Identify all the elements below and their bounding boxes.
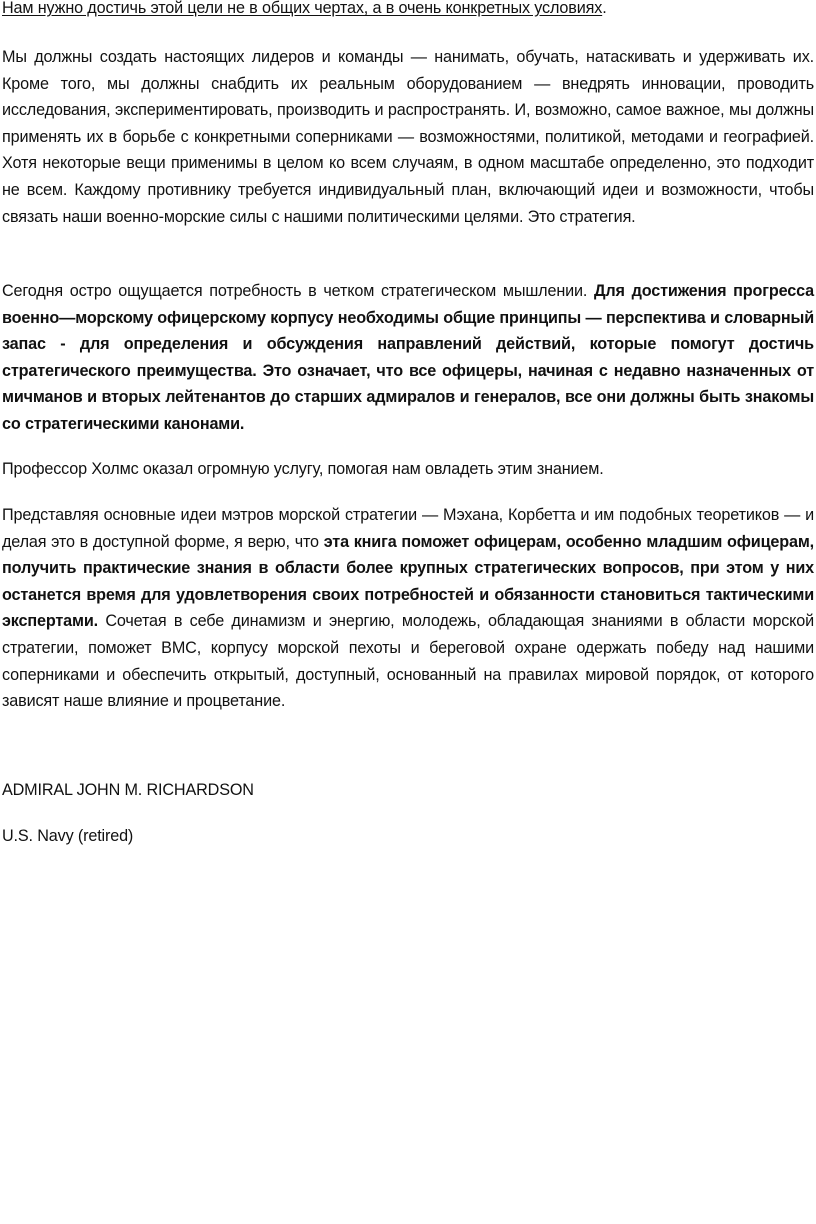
paragraph-leaders: Мы должны создать настоящих лидеров и команды — нанимать, обучать, натаскивать и удерживать их. Кроме того, мы должны снабдить их реальным оборудованием — внедрять инновации, проводить исследования, экспериментировать, производить и распространять. И, возможно, самое важное, мы должны применять их в борьбе с конкретными соперниками — возможностями, политикой, методами и географией. Хотя некоторые вещи применимы в целом ко всем случаям, в одном масштабе определенно, это подходит не всем. Каждому противнику требуется индивидуальный план, включающий идеи и возможности, чтобы связать наши военно-морские силы с нашими политическими целями. Это стратегия. bbox=[2, 48, 814, 226]
paragraph-strategic-thinking bbox=[2, 278, 814, 438]
paragraph-book-purpose-normal-a: Представляя основные идеи мэтров морской стратегии — Мэхана, Корбетта и им подобных теоретиков — и делая это в доступной форме, я верю, что bbox=[2, 506, 814, 551]
paragraph-book-purpose bbox=[2, 502, 814, 715]
signature-name: ADMIRAL JOHN M. RICHARDSON bbox=[2, 781, 254, 799]
paragraph-book-purpose-bold: эта книга поможет офицерам, особенно младшим офицерам, получить практические знания в области более крупных стратегических вопросов, при этом у них останется время для удовлетворения своих потребностей и обязанности становиться тактическими экспертами. bbox=[2, 532, 814, 631]
paragraph-strategic-thinking-normal: Сегодня остро ощущается потребность в четком стратегическом мышлении. bbox=[2, 282, 595, 300]
intro-paragraph bbox=[2, 0, 814, 22]
paragraph-professor-holmes: Профессор Холмс оказал огромную услугу, помогая нам овладеть этим знанием. bbox=[2, 460, 604, 478]
signature-title: U.S. Navy (retired) bbox=[2, 827, 134, 845]
intro-period: . bbox=[602, 0, 607, 17]
paragraph-strategic-thinking-bold: Для достижения прогресса военно—морскому офицерскому корпусу необходимы общие принципы — перспектива и словарный запас - для определения и обсуждения направлений действий, которые помогут достичь стратегического преимущества. Это означает, что все офицеры, начиная с недавно назначенных от мичманов и вторых лейтенантов до старших адмиралов и генералов, все они должны быть знакомы со стратегическими канонами. bbox=[2, 282, 814, 433]
intro-underlined-text: Нам нужно достичь этой цели не в общих чертах, а в очень конкретных условиях bbox=[2, 0, 603, 17]
paragraph-book-purpose-normal-b: Сочетая в себе динамизм и энергию, молодежь, обладающая знаниями в области морской стратегии, поможет ВМС, корпусу морской пехоты и береговой охране одержать победу над нашими соперниками и обеспечить открытый, доступный, основанный на правилах мировой порядок, от которого зависят наше влияние и процветание. bbox=[2, 612, 814, 711]
